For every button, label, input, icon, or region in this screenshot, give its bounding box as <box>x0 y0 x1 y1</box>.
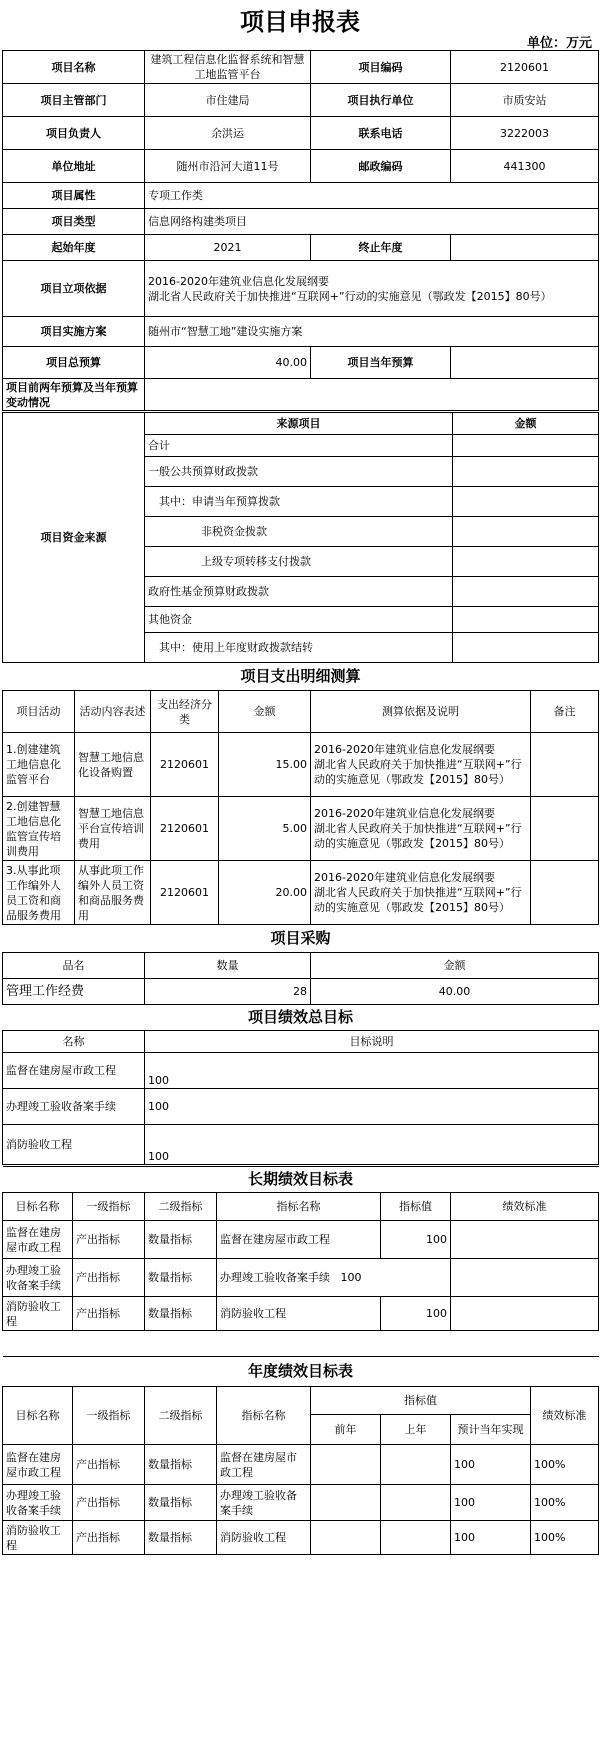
table-row <box>3 1221 599 1259</box>
end-year-label: 终止年度 <box>311 235 451 261</box>
funding-row-amount <box>453 457 599 487</box>
phone-value: 3222003 <box>451 117 599 150</box>
funding-row-amount <box>453 487 599 517</box>
annual-header-prev2: 前年 <box>311 1415 381 1445</box>
page-title: 项目申报表 <box>240 8 360 36</box>
annual-cur: 100 <box>451 1521 531 1555</box>
annual-header-l2: 二级指标 <box>145 1387 217 1445</box>
annual-prev2 <box>311 1485 381 1521</box>
expense-note <box>531 733 599 797</box>
overall-header: 名称 <box>3 1031 145 1053</box>
funding-row-name: 其中：申请当年预算拨款 <box>145 487 453 517</box>
procure-qty: 28 <box>145 979 311 1005</box>
expense-activity: 1.创建建筑工地信息化监管平台 <box>3 733 75 797</box>
funding-row-amount <box>453 547 599 577</box>
plan-label: 项目实施方案 <box>3 317 145 347</box>
longterm-target: 消防验收工程 <box>3 1297 73 1331</box>
project-name-value: 建筑工程信息化监督系统和智慧工地监管平台 <box>145 51 311 84</box>
end-year-value <box>451 235 599 261</box>
attr-label: 项目属性 <box>3 183 145 209</box>
longterm-value: 100 <box>340 1271 362 1284</box>
funding-table <box>2 412 599 663</box>
longterm-header: 一级指标 <box>73 1193 145 1221</box>
zip-value: 441300 <box>451 150 599 183</box>
funding-row-amount <box>453 517 599 547</box>
annual-l1: 产出指标 <box>73 1485 145 1521</box>
annual-l2: 数量指标 <box>145 1485 217 1521</box>
procure-header: 品名 <box>3 953 145 979</box>
start-year-value: 2021 <box>145 235 311 261</box>
longterm-header: 指标名称 <box>217 1193 381 1221</box>
expense-content: 智慧工地信息平台宣传培训费用 <box>75 797 151 861</box>
expense-header: 项目活动 <box>3 691 75 733</box>
table-row <box>3 1485 599 1521</box>
table-row <box>3 1297 599 1331</box>
funding-row-name: 政府性基金预算财政拨款 <box>145 577 453 607</box>
expense-class: 2120601 <box>151 797 219 861</box>
longterm-name: 监督在建房屋市政工程 <box>217 1221 381 1259</box>
funding-row-amount <box>453 577 599 607</box>
longterm-name <box>217 1259 451 1297</box>
total-budget-value: 40.00 <box>145 347 311 379</box>
table-row <box>3 1521 599 1555</box>
annual-header-cur: 预计当年实现 <box>451 1415 531 1445</box>
longterm-l2: 数量指标 <box>145 1297 217 1331</box>
procure-table <box>2 924 599 1005</box>
longterm-header: 二级指标 <box>145 1193 217 1221</box>
table-row <box>3 1259 599 1297</box>
expense-basis: 2016-2020年建筑业信息化发展纲要 湖北省人民政府关于加快推进“互联网+”行动的实施意见（鄂政发【2015】80号） <box>311 861 531 925</box>
expense-basis: 2016-2020年建筑业信息化发展纲要 湖北省人民政府关于加快推进“互联网+”行动的实施意见（鄂政发【2015】80号） <box>311 733 531 797</box>
table-row <box>3 979 599 1005</box>
annual-std: 100% <box>531 1485 599 1521</box>
annual-prev1 <box>381 1521 451 1555</box>
expense-content: 智慧工地信息化设备购置 <box>75 733 151 797</box>
annual-prev2 <box>311 1445 381 1485</box>
expense-header: 金额 <box>219 691 311 733</box>
project-code-label: 项目编码 <box>311 51 451 84</box>
unit-label: 单位：万元 <box>526 36 592 51</box>
annual-prev1 <box>381 1445 451 1485</box>
annual-std: 100% <box>531 1521 599 1555</box>
overall-desc: 100 <box>145 1053 599 1089</box>
expense-class: 2120601 <box>151 861 219 925</box>
longterm-std <box>451 1297 599 1331</box>
annual-l2: 数量指标 <box>145 1445 217 1485</box>
longterm-l2: 数量指标 <box>145 1221 217 1259</box>
funding-source-label: 项目资金来源 <box>3 413 145 663</box>
procure-header: 金额 <box>311 953 599 979</box>
annual-l1: 产出指标 <box>73 1521 145 1555</box>
funding-row-name: 合计 <box>145 435 453 457</box>
funding-row-amount <box>453 435 599 457</box>
table-row <box>3 1089 599 1125</box>
funding-header-source: 来源项目 <box>145 413 453 435</box>
funding-row-name: 其他资金 <box>145 607 453 633</box>
longterm-value: 100 <box>381 1221 451 1259</box>
project-code-value: 2120601 <box>451 51 599 84</box>
table-row <box>3 797 599 861</box>
expense-amount: 15.00 <box>219 733 311 797</box>
annual-section-title: 年度绩效目标表 <box>3 1357 599 1387</box>
longterm-header: 绩效标准 <box>451 1193 599 1221</box>
table-row <box>3 1445 599 1485</box>
current-budget-label: 项目当年预算 <box>311 347 451 379</box>
basis-label: 项目立项依据 <box>3 261 145 317</box>
funding-row-name: 上级专项转移支付拨款 <box>145 547 453 577</box>
longterm-name: 消防验收工程 <box>217 1297 381 1331</box>
overall-desc: 100 <box>145 1089 599 1125</box>
expense-amount: 5.00 <box>219 797 311 861</box>
expense-note <box>531 797 599 861</box>
longterm-target: 办理竣工验收备案手续 <box>3 1259 73 1297</box>
annual-prev2 <box>311 1521 381 1555</box>
longterm-value: 100 <box>381 1297 451 1331</box>
address-value: 随州市沿河大道11号 <box>145 150 311 183</box>
funding-row-name: 非税资金拨款 <box>145 517 453 547</box>
type-label: 项目类型 <box>3 209 145 235</box>
exec-unit-value: 市质安站 <box>451 84 599 117</box>
expense-activity: 2.创建智慧工地信息化监管宣传培训费用 <box>3 797 75 861</box>
expense-activity: 3.从事此项工作编外人员工资和商品服务费用 <box>3 861 75 925</box>
start-year-label: 起始年度 <box>3 235 145 261</box>
address-label: 单位地址 <box>3 150 145 183</box>
type-value: 信息网络构建类项目 <box>145 209 599 235</box>
budget-change-value <box>145 379 599 411</box>
funding-row-name: 其中：使用上年度财政拨款结转 <box>145 633 453 663</box>
zip-label: 邮政编码 <box>311 150 451 183</box>
table-row <box>3 1125 599 1165</box>
expense-header: 活动内容表述 <box>75 691 151 733</box>
annual-cur: 100 <box>451 1485 531 1521</box>
expense-header: 测算依据及说明 <box>311 691 531 733</box>
annual-target: 监督在建房屋市政工程 <box>3 1445 73 1485</box>
total-budget-label: 项目总预算 <box>3 347 145 379</box>
annual-target: 消防验收工程 <box>3 1521 73 1555</box>
overall-name: 消防验收工程 <box>3 1125 145 1165</box>
longterm-name-text: 办理竣工验收备案手续 <box>220 1271 330 1284</box>
expense-basis: 2016-2020年建筑业信息化发展纲要 湖北省人民政府关于加快推进“互联网+”行动的实施意见（鄂政发【2015】80号） <box>311 797 531 861</box>
annual-target: 办理竣工验收备案手续 <box>3 1485 73 1521</box>
longterm-std <box>451 1259 599 1297</box>
longterm-target: 监督在建房屋市政工程 <box>3 1221 73 1259</box>
overall-desc: 100 <box>145 1125 599 1165</box>
dept-value: 市住建局 <box>145 84 311 117</box>
longterm-std <box>451 1221 599 1259</box>
annual-std: 100% <box>531 1445 599 1485</box>
procure-amount: 40.00 <box>311 979 599 1005</box>
annual-header-prev1: 上年 <box>381 1415 451 1445</box>
attr-value: 专项工作类 <box>145 183 599 209</box>
annual-header-name: 指标名称 <box>217 1387 311 1445</box>
funding-row-name: 一般公共预算财政拨款 <box>145 457 453 487</box>
overall-name: 监督在建房屋市政工程 <box>3 1053 145 1089</box>
annual-header-std: 绩效标准 <box>531 1387 599 1445</box>
procure-header: 数量 <box>145 953 311 979</box>
project-name-label: 项目名称 <box>3 51 145 84</box>
plan-value: 随州市“智慧工地”建设实施方案 <box>145 317 599 347</box>
current-budget-value <box>451 347 599 379</box>
expense-class: 2120601 <box>151 733 219 797</box>
funding-row-amount <box>453 607 599 633</box>
expense-amount: 20.00 <box>219 861 311 925</box>
leader-value: 余洪运 <box>145 117 311 150</box>
overall-section-title: 项目绩效总目标 <box>3 1005 599 1031</box>
annual-header-target: 目标名称 <box>3 1387 73 1445</box>
expense-header: 支出经济分类 <box>151 691 219 733</box>
expense-header: 备注 <box>531 691 599 733</box>
annual-l2: 数量指标 <box>145 1521 217 1555</box>
annual-name: 办理竣工验收备案手续 <box>217 1485 311 1521</box>
longterm-l2: 数量指标 <box>145 1259 217 1297</box>
funding-row-amount <box>453 633 599 663</box>
expense-note <box>531 861 599 925</box>
longterm-header: 目标名称 <box>3 1193 73 1221</box>
overall-name: 办理竣工验收备案手续 <box>3 1089 145 1125</box>
expense-content: 从事此项工作编外人员工资和商品服务费用 <box>75 861 151 925</box>
annual-prev1 <box>381 1485 451 1521</box>
expense-section-title: 项目支出明细测算 <box>3 663 599 691</box>
table-row <box>3 861 599 925</box>
longterm-header: 指标值 <box>381 1193 451 1221</box>
procure-section-title: 项目采购 <box>3 925 599 953</box>
budget-change-label: 项目前两年预算及当年预算变动情况 <box>3 379 145 411</box>
exec-unit-label: 项目执行单位 <box>311 84 451 117</box>
annual-header-value: 指标值 <box>311 1387 531 1415</box>
longterm-table <box>2 1166 599 1331</box>
basic-info-table <box>2 50 599 411</box>
annual-name: 消防验收工程 <box>217 1521 311 1555</box>
table-row <box>3 733 599 797</box>
longterm-section-title: 长期绩效目标表 <box>3 1167 599 1193</box>
annual-l1: 产出指标 <box>73 1445 145 1485</box>
overall-table <box>2 1004 599 1165</box>
dept-label: 项目主管部门 <box>3 84 145 117</box>
longterm-l1: 产出指标 <box>73 1297 145 1331</box>
leader-label: 项目负责人 <box>3 117 145 150</box>
annual-cur: 100 <box>451 1445 531 1485</box>
phone-label: 联系电话 <box>311 117 451 150</box>
annual-name: 监督在建房屋市政工程 <box>217 1445 311 1485</box>
basis-value: 2016-2020年建筑业信息化发展纲要 湖北省人民政府关于加快推进“互联网+”行动的实施意见（鄂政发【2015】80号） <box>145 261 599 317</box>
expense-table <box>2 662 599 925</box>
table-row <box>3 1053 599 1089</box>
annual-header-l1: 一级指标 <box>73 1387 145 1445</box>
overall-header: 目标说明 <box>145 1031 599 1053</box>
funding-header-amount: 金额 <box>453 413 599 435</box>
procure-name: 管理工作经费 <box>3 979 145 1005</box>
longterm-l1: 产出指标 <box>73 1259 145 1297</box>
longterm-l1: 产出指标 <box>73 1221 145 1259</box>
annual-table <box>2 1356 599 1555</box>
